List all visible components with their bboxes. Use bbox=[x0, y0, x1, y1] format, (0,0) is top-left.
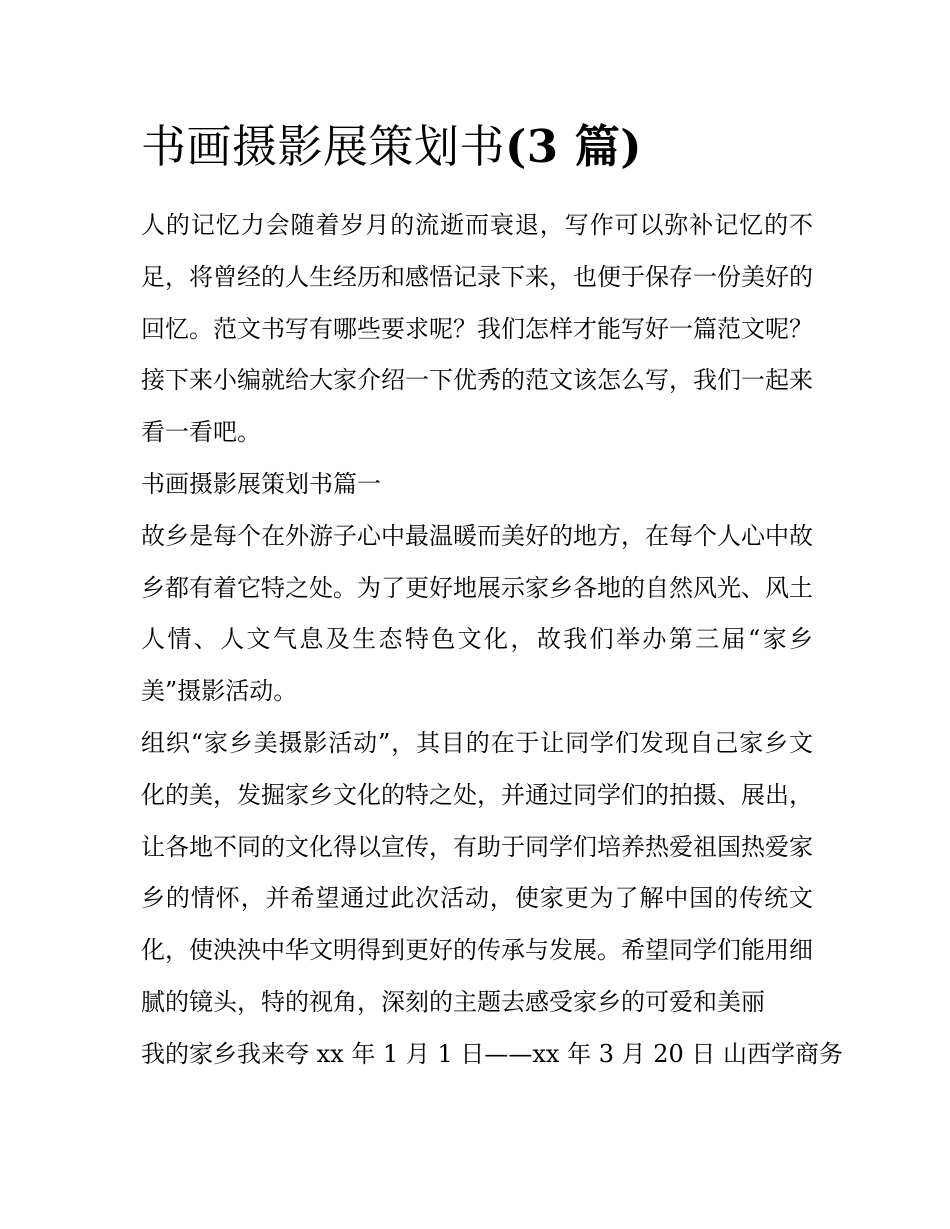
body-paragraph: 故乡是每个在外游子心中最温暖而美好的地方，在每个人心中故乡都有着它特之处。为了更好地展示家乡各地的自然风光、风土人情、人文气息及生态特色文化，故我们举办第三届“家乡美”摄影活动。 bbox=[141, 521, 813, 706]
body-paragraph: 组织“家乡美摄影活动”，其目的在于让同学们发现自己家乡文化的美，发掘家乡文化的特之处，并通过同学们的拍摄、展出，让各地不同的文化得以宣传，有助于同学们培养热爱祖国热爱家乡的情怀，并希望通过此次活动，使家更为了解中国的传统文化，使泱泱中华文明得到更好的传承与发展。希望同学们能用细腻的镜头，特的视角，深刻的主题去感受家乡的可爱和美丽 bbox=[141, 728, 813, 1016]
body-paragraph: 我的家乡我来夸 xx 年 1 月 1 日——xx 年 3 月 20 日 山西学商务 bbox=[141, 1039, 844, 1068]
title-suffix: (3 篇) bbox=[505, 120, 643, 173]
intro-paragraph: 人的记忆力会随着岁月的流逝而衰退，写作可以弥补记忆的不足，将曾经的人生经历和感悟记录下来，也便于保存一份美好的回忆。范文书写有哪些要求呢？我们怎样才能写好一篇范文呢？接下来小编就给大家介绍一下优秀的范文该怎么写，我们一起来看一看吧。 bbox=[141, 211, 813, 447]
section-heading: 书画摄影展策划书篇一 bbox=[141, 469, 381, 498]
title-main: 书画摄影展策划书 bbox=[141, 120, 506, 173]
document-body bbox=[141, 200, 844, 1081]
document-content bbox=[141, 112, 844, 1081]
document-title bbox=[141, 112, 813, 182]
